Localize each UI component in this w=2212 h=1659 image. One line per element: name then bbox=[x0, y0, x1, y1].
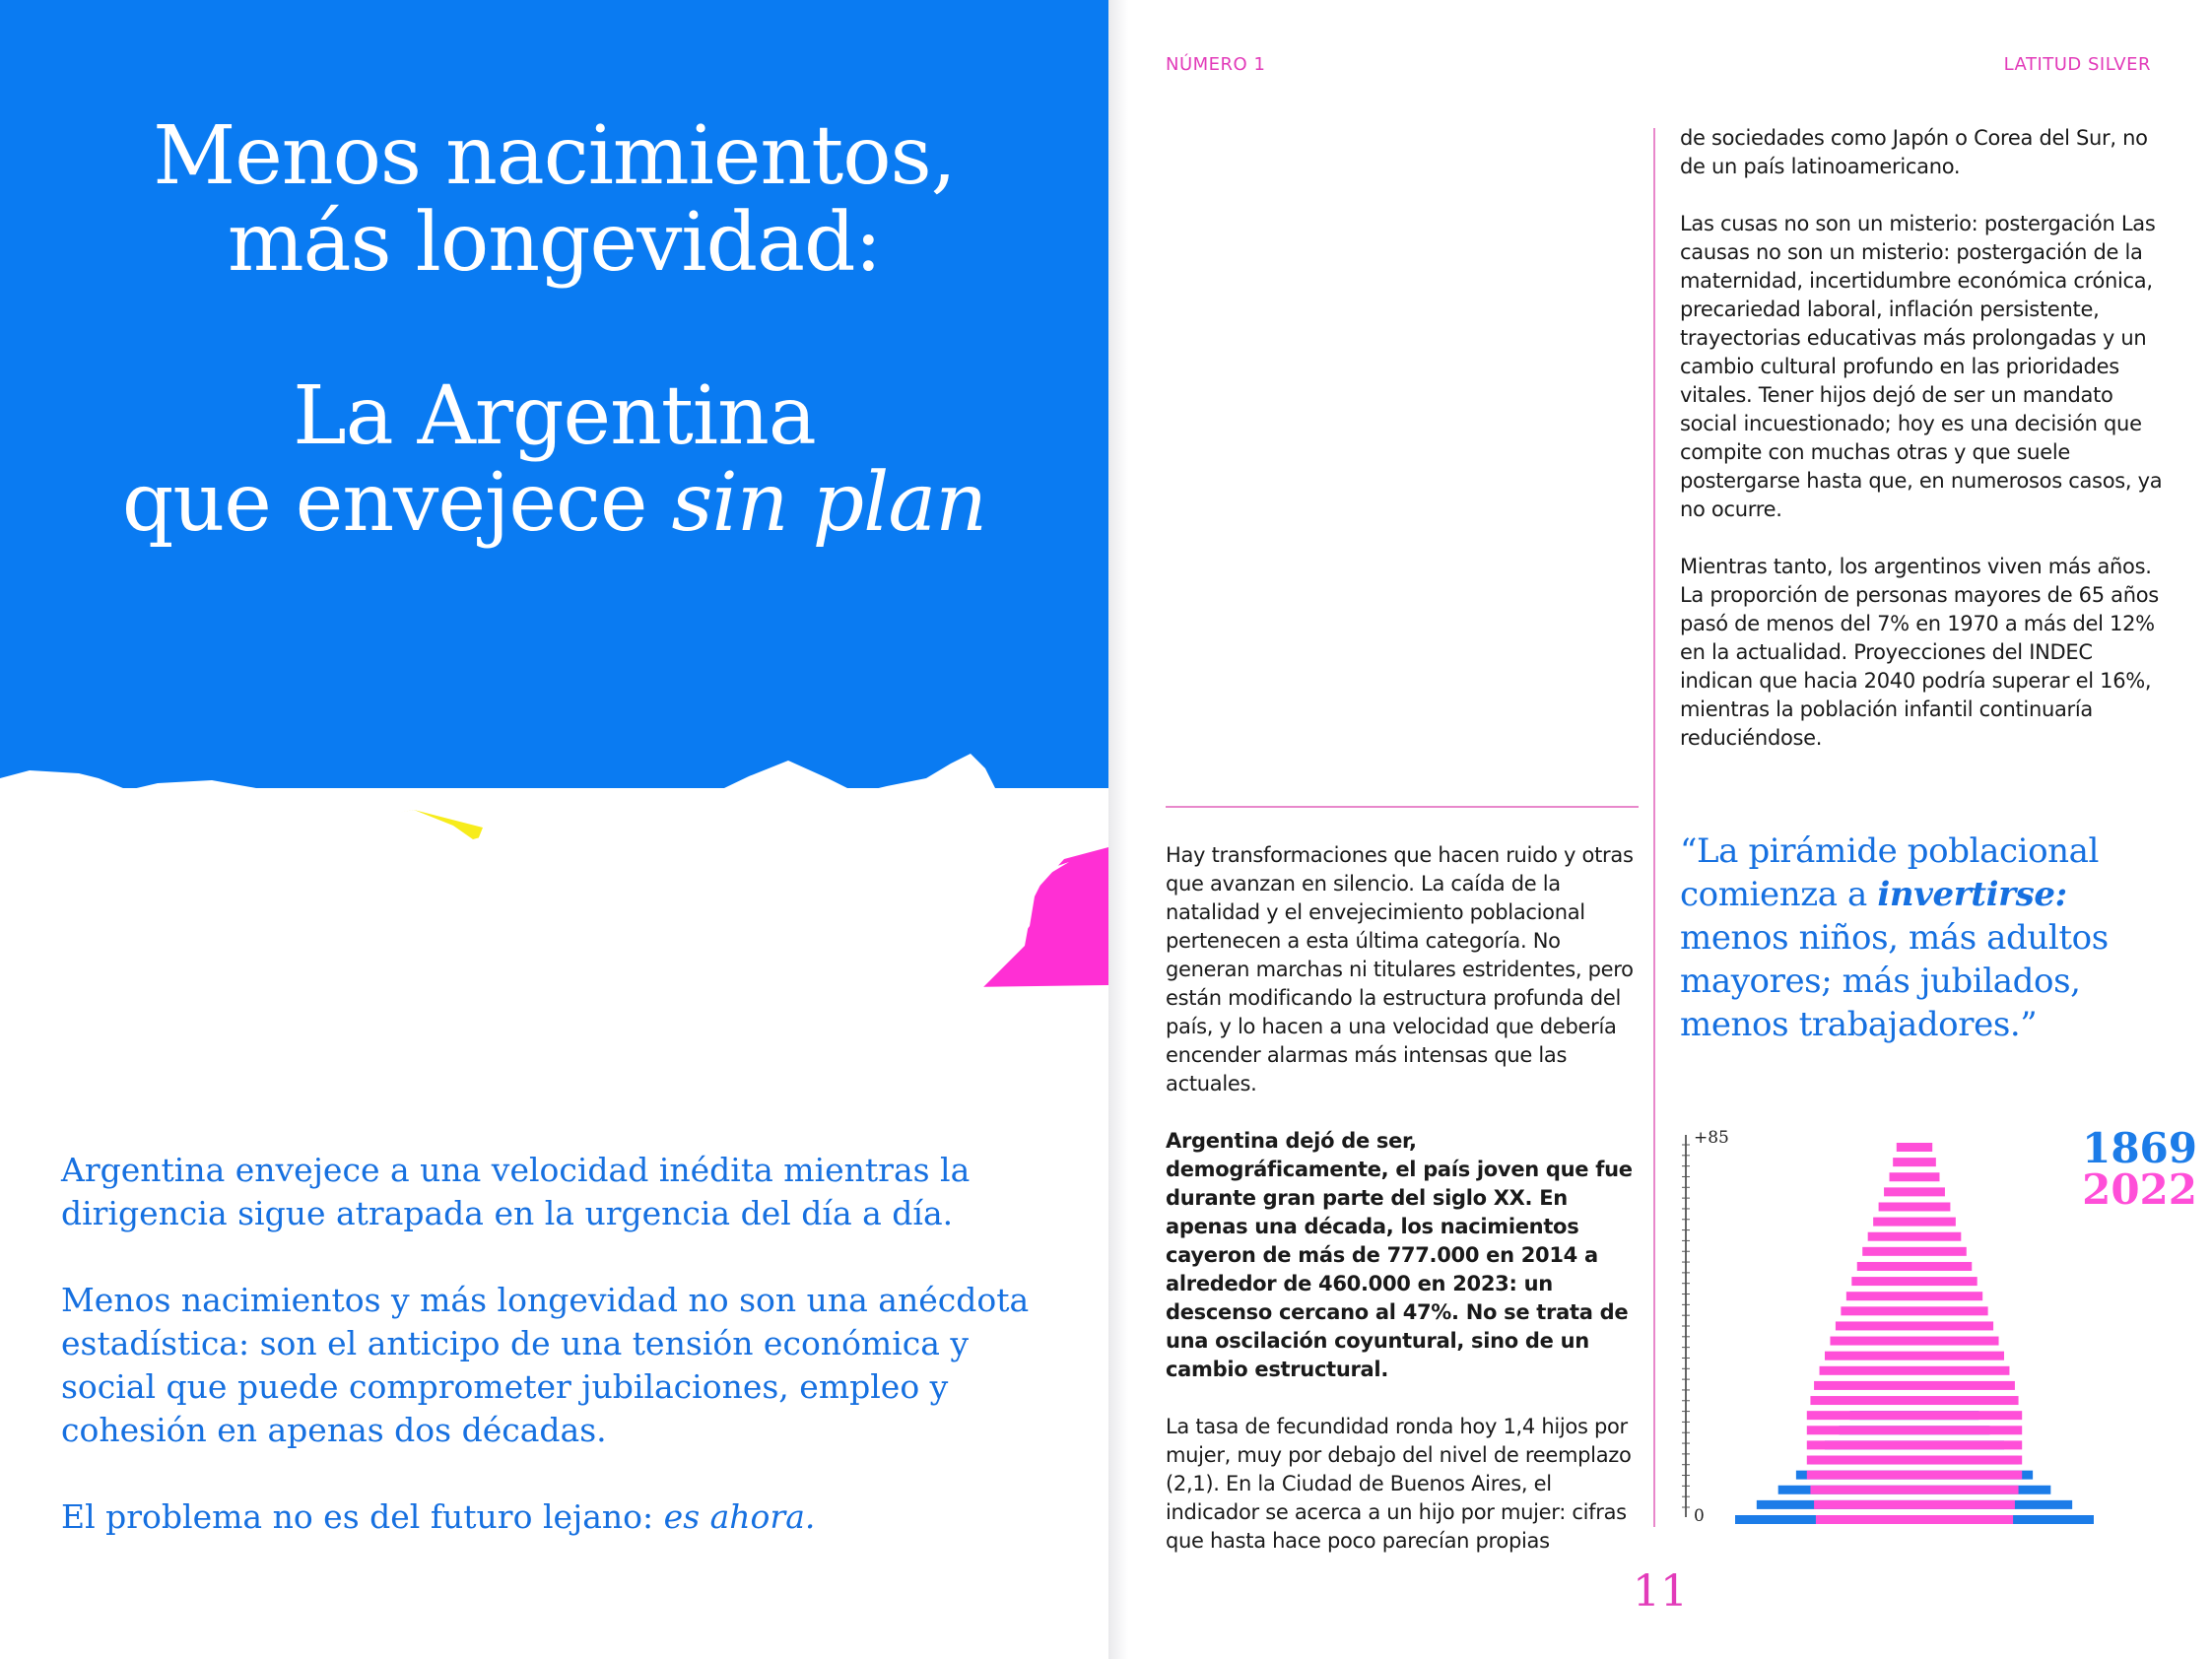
column-divider bbox=[1653, 128, 1655, 1527]
title-line-1: Menos nacimientos, bbox=[153, 109, 956, 203]
bar-2022 bbox=[1807, 1411, 2022, 1420]
title-line-4-emphasis: sin plan bbox=[671, 456, 987, 550]
bar-2022 bbox=[1814, 1500, 2015, 1509]
bar-2022 bbox=[1846, 1292, 1982, 1300]
title-line-2: más longevidad: bbox=[227, 196, 882, 290]
intro-paragraph-3 bbox=[61, 1495, 1056, 1539]
bar-2022 bbox=[1820, 1366, 2010, 1375]
bar-2022 bbox=[1807, 1471, 2022, 1480]
body-paragraph-bold: Argentina dejó de ser, demográficamente, el país joven que fue durante gran parte del siglo XX. En apenas una década, los nacimientos cayeron de más de 777.000 en 2014 a alrededor de 460.000 en 2023: un descenso cercano al 47%. No se trata de una oscilación coyuntural, sino de un cambio estructural. bbox=[1166, 1129, 1633, 1381]
legend-2022: 2022 bbox=[2082, 1165, 2197, 1214]
body-paragraph: Las cusas no son un misterio: postergación Las causas no son un misterio: postergación de la maternidad, incertidumbre económica crónica, precariedad laboral, inflación persistente, trayectorias educativas más prolongadas y un cambio cultural profundo en las prioridades vitales. Tener hijos dejó de ser un mandato social incuestionado; hoy es una decisión que compite con muchas otras y que suele postergarse hasta que, en numerosos casos, ya no ocurre. bbox=[1680, 212, 2163, 521]
bar-2022 bbox=[1841, 1306, 1987, 1315]
pull-quote-emphasis: invertirse: bbox=[1877, 875, 2067, 914]
running-header-issue: NÚMERO 1 bbox=[1166, 54, 1266, 75]
section-rule bbox=[1166, 806, 1639, 808]
bar-2022 bbox=[1868, 1232, 1962, 1241]
bar-2022 bbox=[1807, 1456, 2022, 1465]
bar-2022 bbox=[1807, 1440, 2022, 1449]
population-pyramid bbox=[1680, 1123, 2202, 1537]
intro-paragraph-3-main: El problema no es del futuro lejano: bbox=[61, 1497, 664, 1536]
bar-2022 bbox=[1873, 1218, 1956, 1227]
title-line-4-main: que envejece bbox=[121, 456, 672, 550]
right-page bbox=[1108, 0, 2212, 1659]
bar-2022 bbox=[1830, 1337, 1998, 1346]
title-line-3: La Argentina bbox=[293, 369, 816, 463]
bar-2022 bbox=[1814, 1381, 2015, 1390]
bar-2022 bbox=[1810, 1396, 2018, 1405]
bar-2022 bbox=[1897, 1143, 1932, 1152]
bar-2022 bbox=[1851, 1277, 1977, 1286]
intro-paragraph-1: Argentina envejece a una velocidad inédita mientras la dirigencia sigue atrapada en la urgencia del día a día. bbox=[61, 1151, 971, 1232]
axis-label-bottom: 0 bbox=[1694, 1506, 1705, 1526]
running-header-publication: LATITUD SILVER bbox=[2003, 54, 2151, 75]
body-column-right bbox=[1680, 124, 2163, 781]
axis-label-top: +85 bbox=[1694, 1128, 1729, 1148]
bar-2022 bbox=[1836, 1321, 1993, 1330]
white-lowland bbox=[0, 985, 1108, 1103]
bar-2022 bbox=[1807, 1426, 2022, 1434]
pull-quote-part-2: menos niños, más adultos mayores; más jubilados, menos trabajadores.” bbox=[1680, 918, 2109, 1044]
page-number: 11 bbox=[1633, 1566, 1688, 1617]
intro-text bbox=[61, 1149, 1056, 1582]
bar-2022 bbox=[1879, 1202, 1951, 1211]
bar-2022 bbox=[1884, 1187, 1945, 1196]
bar-2022 bbox=[1857, 1262, 1972, 1271]
bar-2022 bbox=[1810, 1486, 2018, 1494]
pull-quote-part-1: “La pirámide poblacional comienza a bbox=[1680, 831, 2099, 914]
title-spacer bbox=[59, 287, 1049, 373]
intro-paragraph-2: Menos nacimientos y más longevidad no son una anécdota estadística: son el anticipo de una tensión económica y social que puede comprometer jubilaciones, empleo y cohesión en apenas dos décadas. bbox=[61, 1281, 1030, 1449]
pull-quote bbox=[1680, 830, 2182, 1046]
intro-paragraph-3-emphasis: es ahora. bbox=[663, 1497, 816, 1536]
body-paragraph: Hay transformaciones que hacen ruido y otras que avanzan en silencio. La caída de la natalidad y el envejecimiento poblacional pertenecen a esta última categoría. No generan marchas ni titulares estridentes, pero están modificando la estructura profunda del país, y lo hacen a una velocidad que debería encender alarmas más intensas que las actuales. bbox=[1166, 843, 1634, 1095]
article-title bbox=[59, 109, 1049, 550]
pyramid-axis bbox=[1682, 1135, 1690, 1517]
bar-2022 bbox=[1816, 1515, 2013, 1524]
legend-1869: 1869 bbox=[2082, 1124, 2197, 1172]
body-paragraph: de sociedades como Japón o Corea del Sur, no de un país latinoamericano. bbox=[1680, 126, 2148, 178]
bars-2022 bbox=[1807, 1143, 2022, 1524]
bar-2022 bbox=[1862, 1247, 1967, 1256]
title-line-4 bbox=[59, 456, 1049, 550]
bar-2022 bbox=[1893, 1158, 1936, 1166]
bar-2022 bbox=[1890, 1172, 1940, 1181]
bar-2022 bbox=[1825, 1352, 2004, 1360]
body-column-left bbox=[1166, 841, 1637, 1584]
body-paragraph: Mientras tanto, los argentinos viven más años. La proporción de personas mayores de 65 años pasó de menos del 7% en 1970 a más del 12% en la actualidad. Proyecciones del INDEC indican que hacia 2040 podría superar el 16%, mientras la población infantil continuaría reduciéndose. bbox=[1680, 555, 2159, 750]
body-paragraph: La tasa de fecundidad ronda hoy 1,4 hijos por mujer, muy por debajo del nivel de reemplazo (2,1). En la Ciudad de Buenos Aires, el indicador se acerca a un hijo por mujer: cifras que hasta hace poco parecían propias bbox=[1166, 1415, 1632, 1553]
